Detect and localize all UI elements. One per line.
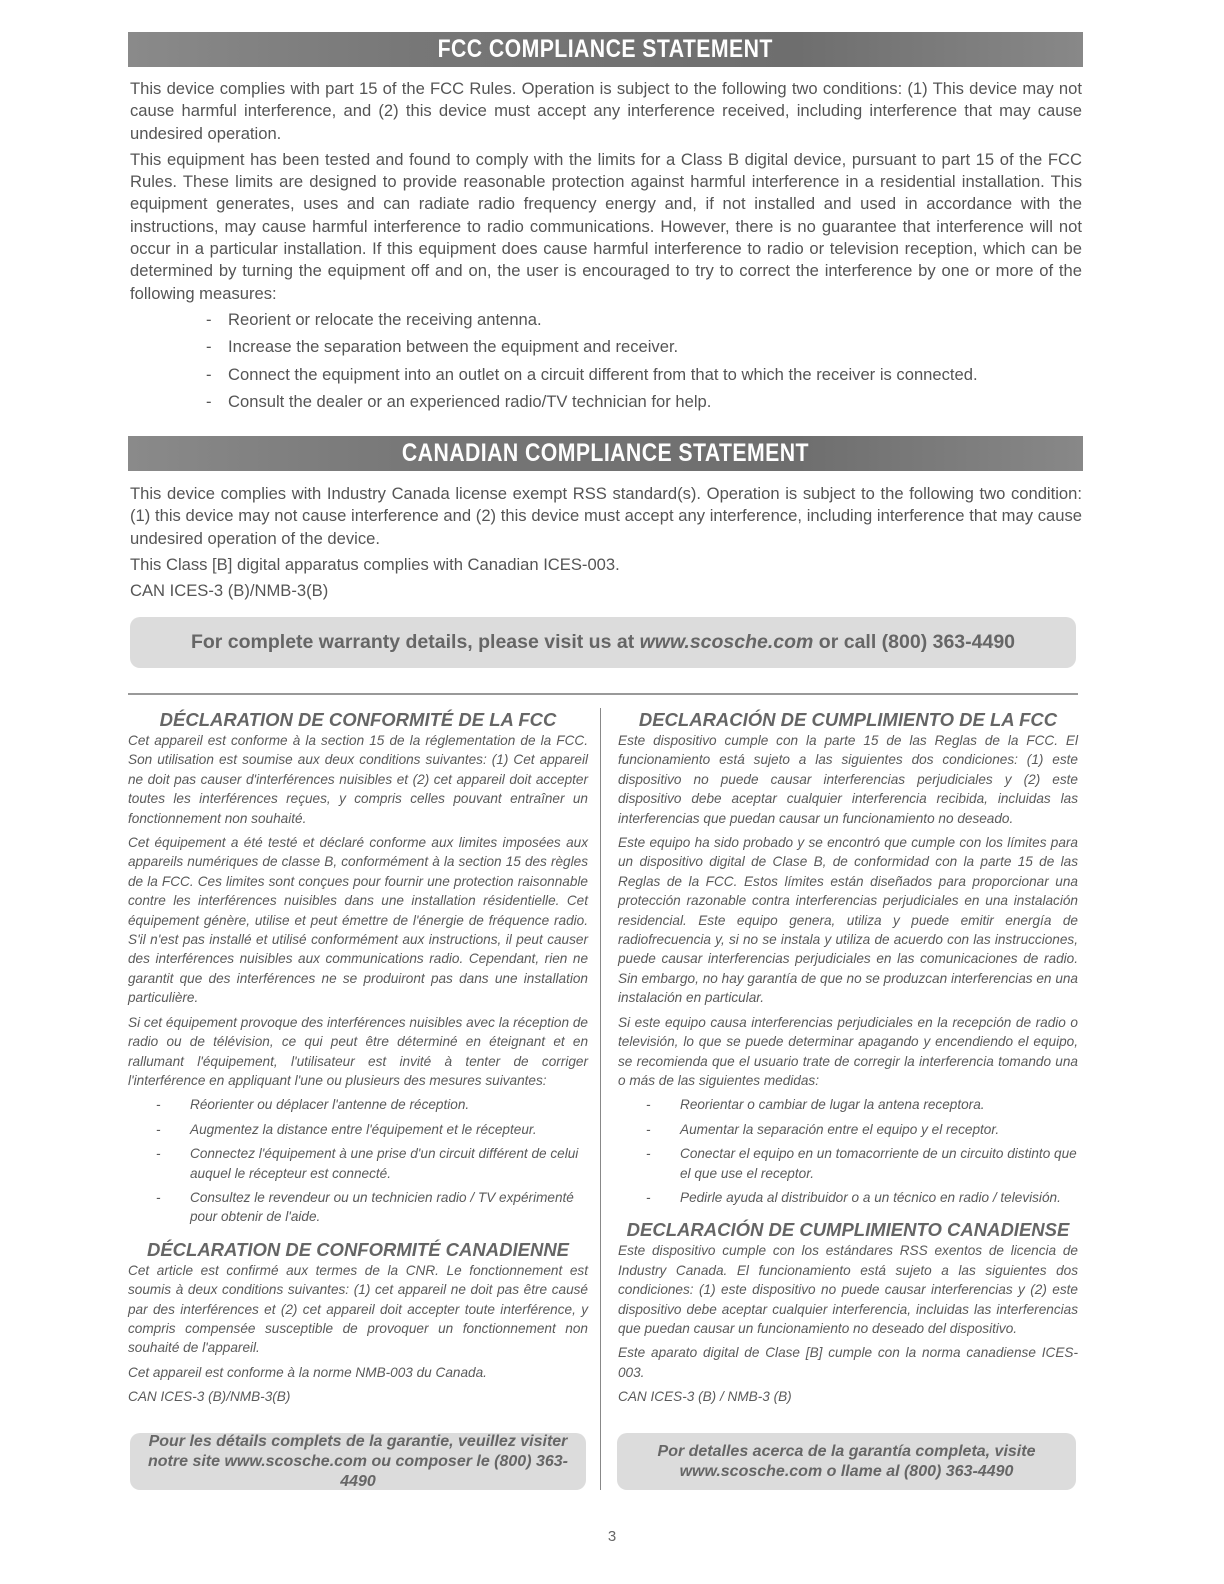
list-item: - Reorient or relocate the receiving antenna. [204, 309, 1082, 331]
list-item: - Consult the dealer or an experienced radio/TV technician for help. [204, 391, 1082, 413]
list-item: - Conectar el equipo en un tomacorriente de un circuito distinto que el que use el receptor. [662, 1144, 1078, 1183]
french-paragraph: Cet article est confirmé aux termes de la CNR. Le fonctionnement est soumis à deux conditions suivantes: (1) cet appareil ne doit pas être causé par des interférences et (2) cet appareil doit accepter toute interférence, y compris compensée susceptible de provoquer un fonctionnement non souhaité de l'appareil. [128, 1262, 588, 1356]
spanish-paragraph: Este equipo ha sido probado y se encontró que cumple con los límites para un dispositivo digital de Clase B, de conformidad con la parte 15 de las Reglas de la FCC. Estos límites están diseñados para proporcionar una protección razonable contra interferencias perjudiciales en una instalación residencial. Este equipo genera, utiliza y puede emitir energía de radiofrecuencia y, si no se instala y utiliza de acuerdo con las instrucciones, puede causar interferencias perjudiciales en las comunicaciones de radio. Sin embargo, no hay garantía de que no se produzcan interferencias en una instalación en particular. [618, 835, 1078, 1006]
spanish-paragraph: Este aparato digital de Clase [B] cumple con la norma canadiense ICES-003. [618, 1345, 1078, 1380]
canadian-title: CANADIAN COMPLIANCE STATEMENT [401, 439, 810, 467]
canadian-banner [128, 436, 1083, 471]
divider [128, 693, 1078, 695]
french-fcc-title: DÉCLARATION DE CONFORMITÉ DE LA FCC [159, 709, 557, 730]
spanish-warranty-box [617, 1433, 1076, 1490]
list-item: - Aumentar la separación entre el equipo y el receptor. [662, 1120, 1078, 1139]
list-item: - Consultez le revendeur ou un technicien radio / TV expérimenté pour obtenir de l'aide. [172, 1188, 588, 1227]
list-item: - Réorienter ou déplacer l'antenne de réception. [172, 1095, 588, 1114]
spanish-column [618, 703, 1078, 1412]
spanish-paragraph: CAN ICES-3 (B) / NMB-3 (B) [618, 1389, 792, 1405]
fcc-section [130, 78, 1082, 419]
french-paragraph: Cet équipement a été testé et déclaré conforme aux limites imposées aux appareils numériques de classe B, conformément à la section 15 des règles de la FCC. Ces limites sont conçues pour fournir une protection raisonnable contre les interférences nuisibles dans une installation résidentielle. Cet équipement génère, utilise et peut émettre de l'énergie de fréquence radio. S'il n'est pas installé et utilisé conformément aux instructions, il peut causer des interférences nuisibles aux communications radio. Cependant, rien ne garantit que des interférences ne se produiront pas dans une installation particulière. [128, 835, 588, 1006]
warranty-link[interactable]: www.scosche.com [639, 631, 814, 653]
spanish-canadian-title: DECLARACIÓN DE CUMPLIMIENTO CANADIENSE [626, 1219, 1070, 1241]
column-divider [600, 708, 601, 1490]
list-item: - Reorientar o cambiar de lugar la antena receptora. [662, 1095, 1078, 1114]
fcc-paragraph: This device complies with part 15 of the FCC Rules. Operation is subject to the following two conditions: (1) This device may not cause harmful interference, and (2) this device must accept any interference received, including interference that may cause undesired operation. [130, 79, 1082, 143]
canadian-paragraph: This Class [B] digital apparatus complies with Canadian ICES-003. [130, 554, 620, 574]
french-measures-list [128, 1095, 588, 1226]
french-warranty-text: Pour les détails complets de la garantie, veuillez visiter notre site www.scosche.com ou composer le (800) 363-4490 [148, 1432, 568, 1490]
list-item: - Connect the equipment into an outlet on a circuit different from that to which the receiver is connected. [204, 364, 1082, 386]
fcc-banner [128, 32, 1083, 67]
list-item: - Connectez l'équipement à une prise d'un circuit différent de celui auquel le récepteur est connecté. [172, 1144, 588, 1183]
fcc-measures-list [130, 309, 1082, 414]
french-warranty-box [130, 1433, 586, 1490]
spanish-paragraph: Si este equipo causa interferencias perjudiciales en la recepción de radio o televisión, lo que se puede determinar apagando y encendiendo el equipo, se recomienda que el usuario trate de corregir la interferencia tomando una o más de las siguientes medidas: [618, 1014, 1078, 1088]
page-number: 3 [607, 1528, 617, 1545]
french-column [128, 703, 588, 1412]
fcc-paragraph: This equipment has been tested and found to comply with the limits for a Class B digital device, pursuant to part 15 of the FCC Rules. These limits are designed to provide reasonable protection against harmful interference in a residential installation. This equipment generates, uses and can radiate radio frequency energy and, if not installed and used in accordance with the instructions, may cause harmful interference to radio communications. However, there is no guarantee that interference will not occur in a particular installation. If this equipment does cause harmful interference to radio or television reception, which can be determined by turning the equipment off and on, the user is encouraged to try to correct the interference by one or more of the following measures: [130, 149, 1082, 303]
spanish-paragraph: Este dispositivo cumple con la parte 15 de las Reglas de la FCC. El funcionamiento está sujeto a las siguientes dos condiciones: (1) este dispositivo no puede causar interferencias perjudiciales y (2) este dispositivo debe aceptar cualquier interferencia recibida, incluidas las interferencias que puedan causar un funcionamiento no deseado. [618, 733, 1078, 826]
list-item: - Pedirle ayuda al distribuidor o a un técnico en radio / televisión. [662, 1188, 1078, 1207]
list-item: - Augmentez la distance entre l'équipement et le récepteur. [172, 1120, 588, 1139]
warranty-text: For complete warranty details, please visit us at [190, 631, 640, 653]
spanish-measures-list [618, 1095, 1078, 1207]
french-canadian-title: DÉCLARATION DE CONFORMITÉ CANADIENNE [146, 1238, 570, 1260]
french-paragraph: Si cet équipement provoque des interférences nuisibles avec la réception de radio ou de télévision, ce qui peut être déterminé en éteignant et en rallumant l'équipement, l'utilisateur est invité à tenter de corriger l'interférence en appliquant l'une ou plusieurs des mesures suivantes: [128, 1014, 588, 1088]
french-paragraph: Cet appareil est conforme à la section 15 de la réglementation de la FCC. Son utilisation est soumise aux deux conditions suivantes: (1) Cet appareil ne doit pas causer d'interférences nuisibles et (2) cet appareil doit accepter toutes les interférences reçues, y compris celles pouvant entraîner un fonctionnement non souhaité. [128, 733, 588, 826]
spanish-paragraph: Este dispositivo cumple con los estándares RSS exentos de licencia de Industry Canada. El funcionamiento está sujeto a las siguientes dos condiciones: (1) este dispositivo no puede causar interferencias y (2) este dispositivo debe aceptar cualquier interferencia, incluidas las interferencias que puedan causar un funcionamiento no deseado del dispositivo. [618, 1243, 1078, 1336]
warranty-phone: or call (800) 363-4490 [813, 631, 1016, 653]
list-item: - Increase the separation between the equipment and receiver. [204, 336, 1082, 358]
spanish-fcc-title: DECLARACIÓN DE CUMPLIMIENTO DE LA FCC [638, 709, 1058, 730]
canadian-section [130, 483, 1082, 606]
french-paragraph: Cet appareil est conforme à la norme NMB-003 du Canada. [128, 1364, 487, 1380]
warranty-box [130, 617, 1076, 668]
fcc-title: FCC COMPLIANCE STATEMENT [437, 35, 774, 63]
spanish-warranty-text: Por detalles acerca de la garantía completa, visite www.scosche.com o llame al (800) 363-4490 [657, 1442, 1036, 1480]
canadian-paragraph: This device complies with Industry Canada license exempt RSS standard(s). Operation is subject to the following two condition: (1) this device may not cause interference and (2) this device must accept any interference, including interference that may cause undesired operation of the device. [130, 484, 1082, 548]
canadian-paragraph: CAN ICES-3 (B)/NMB-3(B) [130, 581, 329, 601]
french-paragraph: CAN ICES-3 (B)/NMB-3(B) [128, 1389, 291, 1405]
